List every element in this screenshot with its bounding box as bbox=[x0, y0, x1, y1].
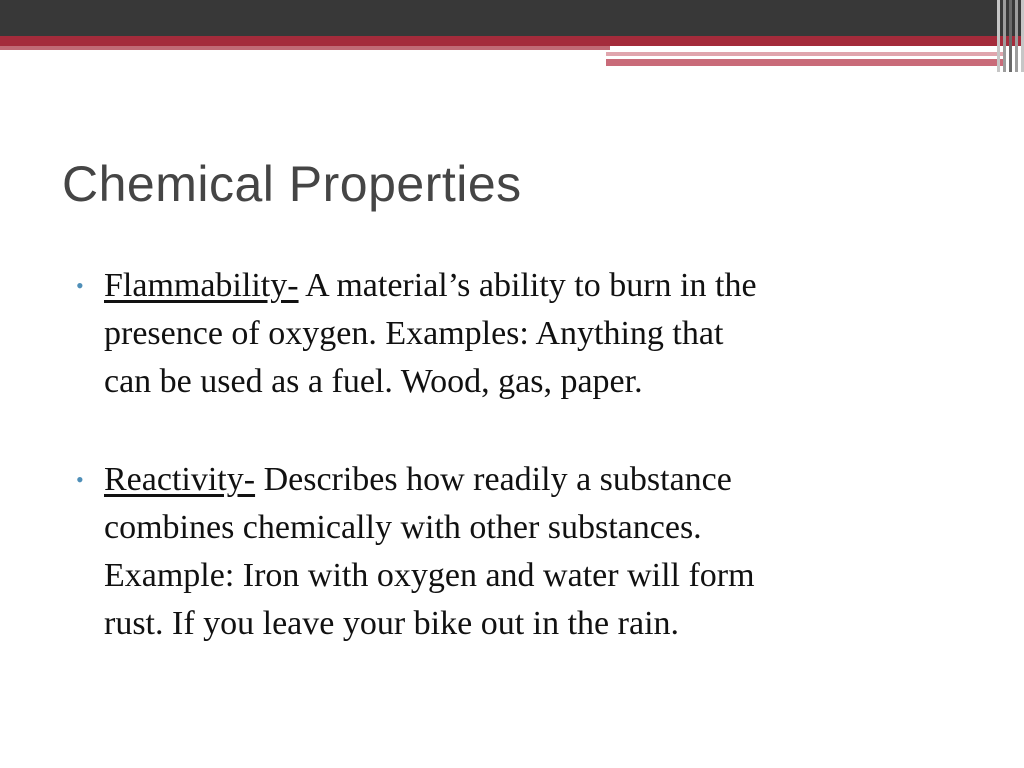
vertical-bar bbox=[1003, 0, 1006, 72]
bullet-line bbox=[104, 262, 976, 310]
header-red-underline bbox=[0, 46, 610, 50]
slide-title: Chemical Properties bbox=[62, 156, 522, 212]
header-red-band bbox=[0, 36, 1024, 46]
bullet-line: combines chemically with other substances. bbox=[104, 509, 702, 546]
bullet-line: rust. If you leave your bike out in the rain. bbox=[104, 605, 680, 642]
bullet-line bbox=[104, 456, 976, 504]
bullet-reactivity bbox=[76, 456, 976, 648]
bullet-line: presence of oxygen. Examples: Anything that bbox=[104, 315, 724, 352]
bullet-text: Describes how readily a substance bbox=[255, 461, 732, 498]
bullet-line: Example: Iron with oxygen and water will form bbox=[104, 557, 755, 594]
term-flammability: Flammability- bbox=[104, 267, 299, 304]
bullet-flammability bbox=[76, 262, 976, 406]
term-reactivity: Reactivity- bbox=[104, 461, 256, 498]
bullet-list bbox=[76, 262, 976, 698]
bullet-dot-icon: • bbox=[76, 273, 84, 298]
header-vertical-bars bbox=[994, 0, 1024, 72]
bullet-text: A material’s ability to burn in the bbox=[298, 267, 757, 304]
bullet-line: can be used as a fuel. Wood, gas, paper. bbox=[104, 363, 643, 400]
vertical-bar bbox=[997, 0, 1000, 72]
vertical-bar bbox=[1009, 0, 1012, 72]
bullet-dot-icon: • bbox=[76, 467, 84, 492]
header-white-line bbox=[606, 56, 948, 58]
vertical-bar bbox=[1015, 0, 1018, 72]
header-dark-band bbox=[0, 0, 1024, 36]
header-pink-stripe-b bbox=[606, 59, 1004, 66]
